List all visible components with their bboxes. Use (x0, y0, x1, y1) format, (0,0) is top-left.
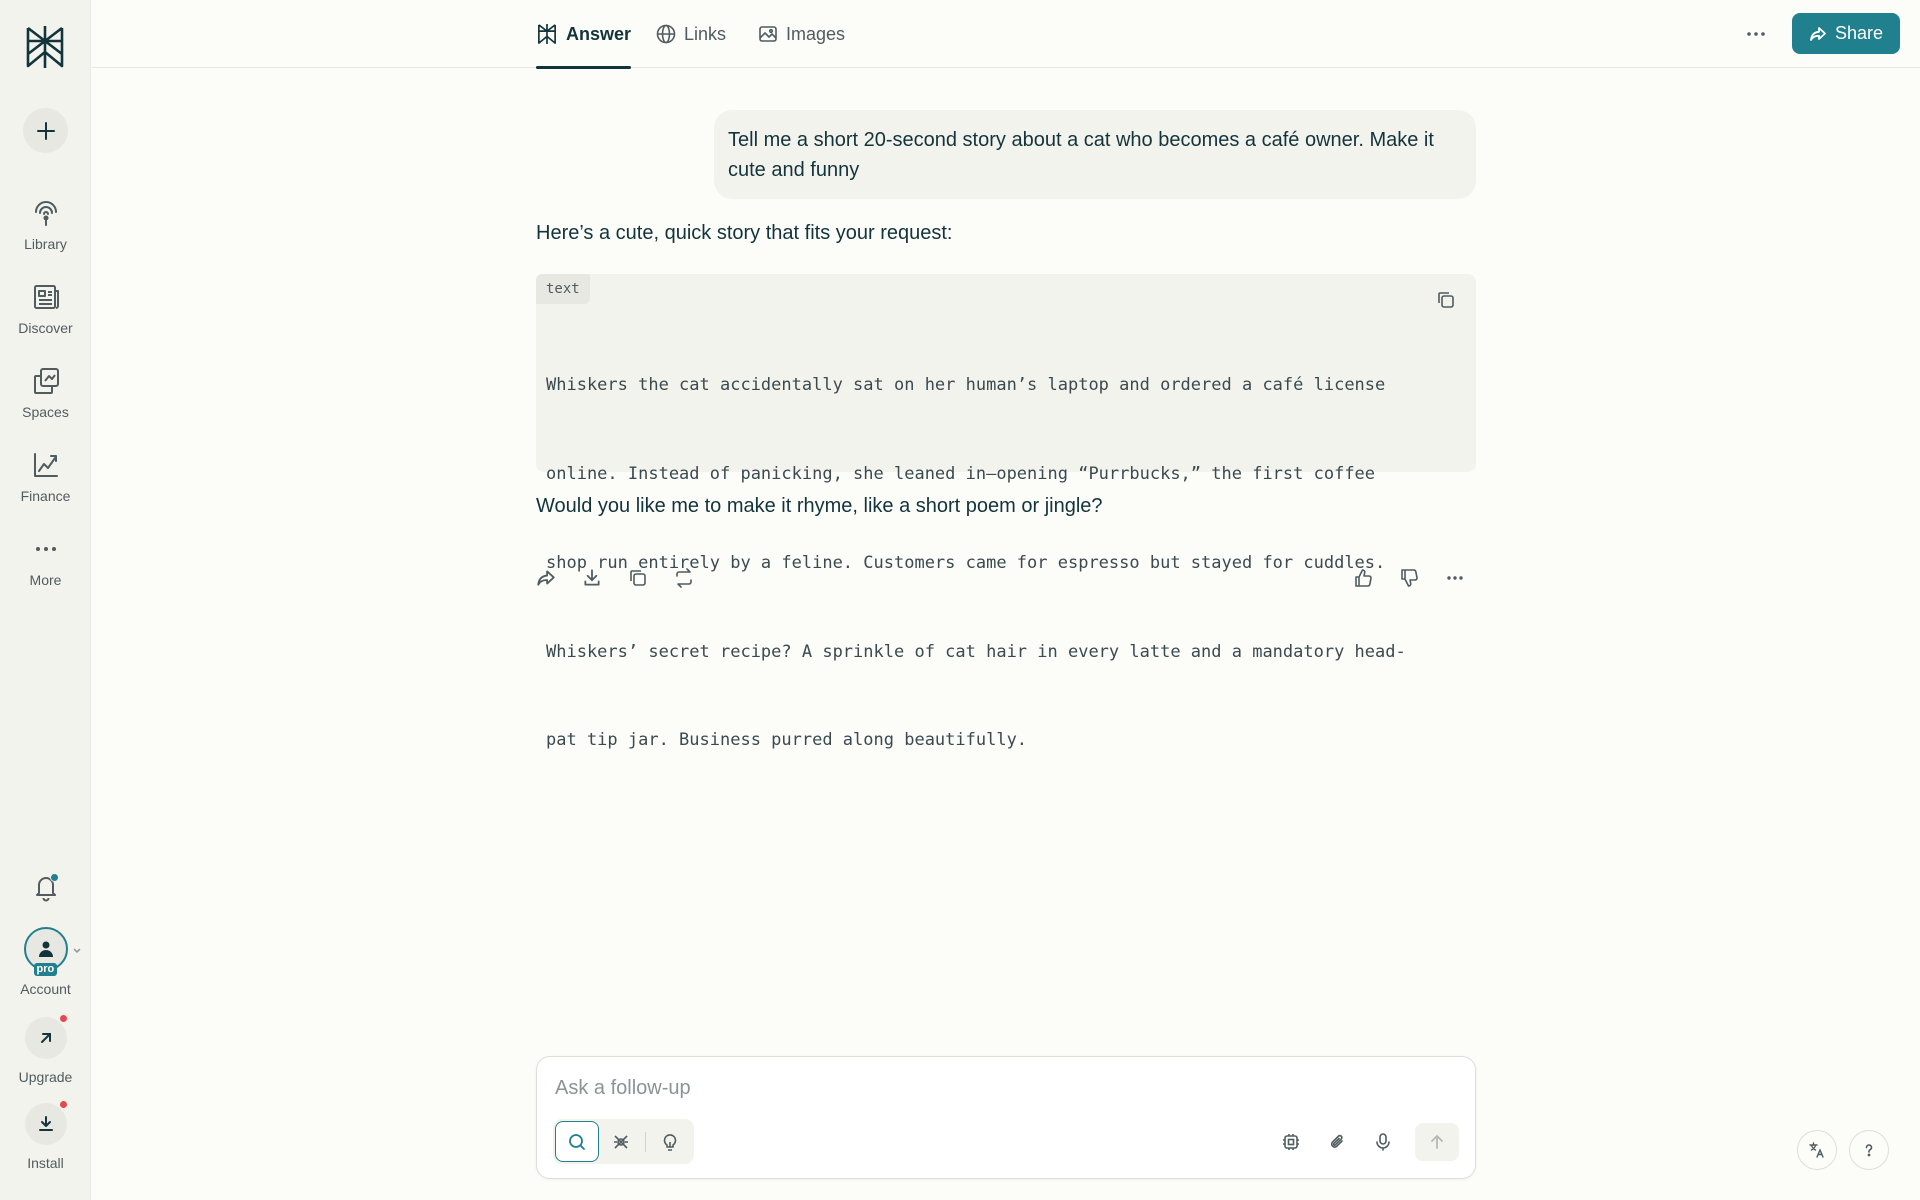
account-label: Account (20, 981, 71, 997)
discover-icon (31, 282, 61, 312)
share-label: Share (1834, 23, 1884, 43)
answer-followup-question: Would you like me to make it rhyme, like a short poem or jingle? (536, 495, 1103, 517)
voice-input-button[interactable] (1369, 1128, 1397, 1156)
spaces-icon (31, 366, 61, 396)
code-line: Whiskers’ secret recipe? A sprinkle of cat hair in every latte and a mandatory head- (546, 641, 1406, 662)
microphone-icon (1373, 1132, 1393, 1152)
new-thread-button[interactable] (23, 108, 68, 153)
share-answer-button[interactable] (532, 564, 560, 592)
notifications-button[interactable] (31, 872, 61, 902)
more-dots-icon (1746, 31, 1766, 37)
composer-tools (1277, 1123, 1459, 1161)
sidebar-item-label: More (29, 572, 62, 588)
cpu-chip-icon (1281, 1132, 1301, 1152)
answer-actions-right (1349, 564, 1469, 592)
notification-dot (50, 873, 59, 882)
rewrite-button[interactable] (670, 564, 698, 592)
copy-icon (1436, 290, 1456, 310)
mode-search-button[interactable] (555, 1121, 599, 1162)
arrow-up-right-icon (37, 1029, 55, 1047)
thumbs-down-button[interactable] (1395, 564, 1423, 592)
code-language-label: text (536, 274, 590, 304)
sidebar-item-label: Spaces (22, 404, 69, 420)
more-dots-icon (31, 534, 61, 564)
model-selector-button[interactable] (1277, 1128, 1305, 1156)
install-label: Install (27, 1155, 64, 1171)
download-icon (37, 1115, 55, 1133)
lightbulb-icon (660, 1132, 680, 1152)
mode-divider (645, 1132, 646, 1152)
perplexity-logo-icon (536, 23, 558, 45)
sidebar-item-label: Discover (18, 320, 73, 336)
question-mark-icon (1861, 1142, 1877, 1158)
sidebar-item-label: Library (24, 236, 67, 252)
plus-icon (35, 120, 57, 142)
share-button[interactable] (1792, 13, 1900, 54)
sidebar-item-label: Finance (20, 488, 71, 504)
translate-icon (1808, 1141, 1826, 1159)
paperclip-icon (1327, 1132, 1347, 1152)
copy-icon (628, 568, 648, 588)
sidebar-item-finance[interactable] (0, 450, 91, 504)
upgrade-button[interactable] (0, 1017, 91, 1085)
copy-code-button[interactable] (1436, 290, 1460, 314)
copy-answer-button[interactable] (624, 564, 652, 592)
answer-more-button[interactable] (1441, 564, 1469, 592)
code-line: online. Instead of panicking, she leaned in—opening “Purrbucks,” the first coffee (546, 463, 1376, 484)
code-line: shop run entirely by a feline. Customers came for espresso but stayed for cuddles. (546, 552, 1386, 573)
image-icon (758, 24, 778, 44)
tab-links[interactable] (656, 0, 726, 68)
code-line: pat tip jar. Business purred along beautifully. (546, 730, 1028, 751)
share-icon (1809, 25, 1827, 43)
mode-research-button[interactable] (599, 1121, 643, 1162)
perplexity-logo-icon[interactable] (24, 24, 66, 70)
mode-labs-button[interactable] (648, 1121, 692, 1162)
sidebar-item-more[interactable] (0, 534, 91, 588)
arrow-up-icon (1428, 1133, 1446, 1151)
export-button[interactable] (578, 564, 606, 592)
answer-intro: Here’s a cute, quick story that fits your request: (536, 222, 953, 244)
search-mode-selector (553, 1119, 694, 1164)
finance-icon (31, 450, 61, 480)
more-dots-icon (1446, 575, 1464, 581)
language-button[interactable] (1797, 1130, 1837, 1170)
sidebar-item-library[interactable] (0, 198, 91, 252)
thumbs-down-icon (1399, 568, 1419, 588)
thread-options-button[interactable] (1742, 20, 1770, 48)
account-button[interactable] (0, 927, 91, 997)
thumbs-up-icon (1353, 568, 1373, 588)
sidebar-item-spaces[interactable] (0, 366, 91, 420)
install-button[interactable] (0, 1103, 91, 1171)
upgrade-label: Upgrade (18, 1069, 73, 1085)
notification-dot (58, 1013, 69, 1024)
tab-answer[interactable] (536, 0, 631, 68)
download-icon (582, 568, 602, 588)
globe-icon (656, 24, 676, 44)
user-query-bubble: Tell me a short 20-second story about a cat who becomes a café owner. Make it cute and funny (714, 110, 1476, 199)
sidebar (0, 0, 91, 1200)
notification-dot (58, 1099, 69, 1110)
chevron-down-icon (72, 945, 82, 955)
avatar (24, 927, 68, 975)
follow-up-composer (536, 1056, 1476, 1179)
pro-badge: pro (34, 963, 58, 976)
tab-images[interactable] (758, 0, 845, 68)
submit-button[interactable] (1415, 1123, 1459, 1161)
research-icon (611, 1132, 631, 1152)
thumbs-up-button[interactable] (1349, 564, 1377, 592)
refresh-icon (674, 568, 694, 588)
top-bar (92, 0, 1920, 68)
follow-up-input[interactable] (555, 1071, 1435, 1105)
tab-label: Links (684, 23, 727, 44)
attach-button[interactable] (1323, 1128, 1351, 1156)
tab-label: Images (786, 23, 846, 44)
sidebar-item-discover[interactable] (0, 282, 91, 336)
library-icon (31, 198, 61, 228)
answer-actions-left (532, 564, 698, 592)
tab-label: Answer (566, 23, 632, 44)
code-line: Whiskers the cat accidentally sat on her human’s laptop and ordered a café license (546, 375, 1386, 396)
user-icon (36, 939, 56, 959)
search-icon (567, 1132, 587, 1152)
share-icon (536, 568, 556, 588)
help-button[interactable] (1849, 1130, 1889, 1170)
